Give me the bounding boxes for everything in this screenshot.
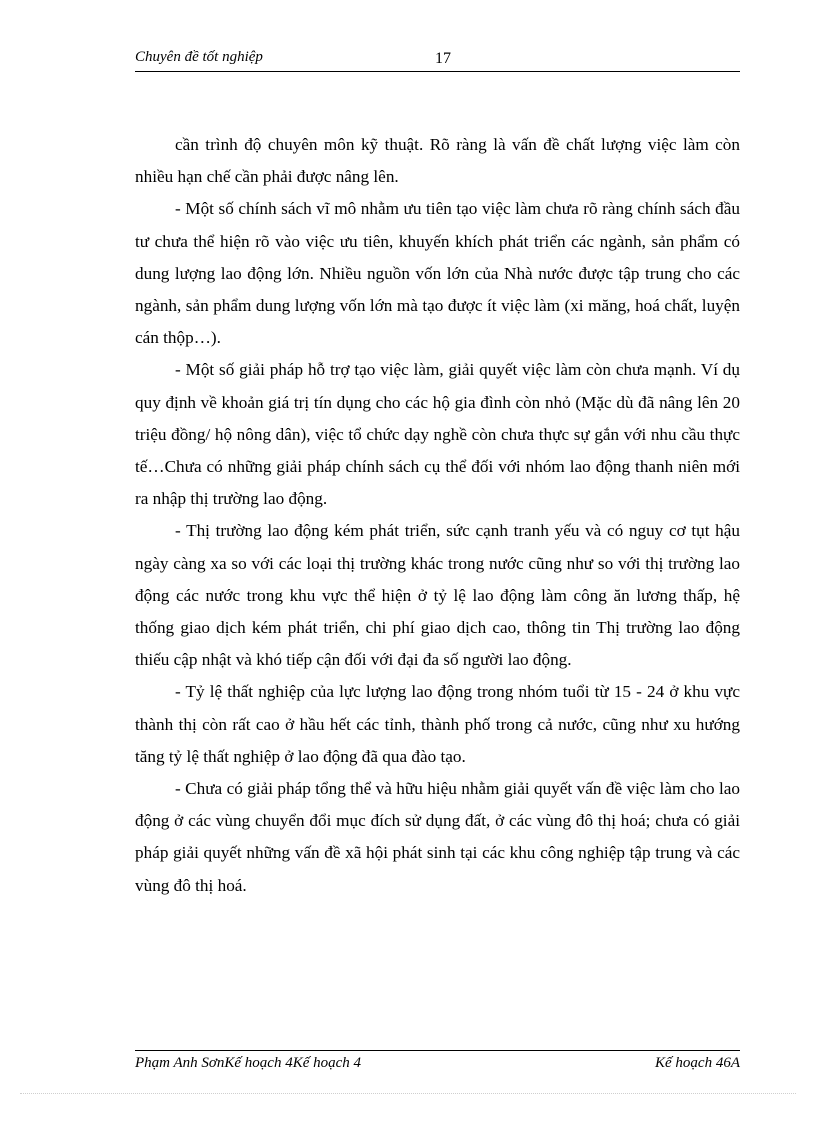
footer-author: Phạm Anh SơnKế hoạch 4Kế hoạch 4 (135, 1055, 362, 1071)
paragraph-3: - Một số giải pháp hỗ trợ tạo việc làm, giải quyết việc làm còn chưa mạnh. Ví dụ quy định về khoản giá trị tín dụng cho các hộ gia đình còn nhỏ (Mặc dù đã nâng lên 20 triệu đồng/ hộ nông dân), việc tổ chức dạy nghề còn chưa thực sự gắn với nhu cầu thực tế…Chưa có những giải pháp chính sách cụ thể đối với nhóm lao động thanh niên mới ra nhập thị trường lao động. (135, 360, 740, 509)
paragraph-4: - Thị trường lao động kém phát triển, sức cạnh tranh yếu và có nguy cơ tụt hậu ngày càng xa so với các loại thị trường khác trong nước cũng như so với thị trường lao động các nước trong khu vực thể hiện ở tỷ lệ lao động làm công ăn lương thấp, hệ thống giao dịch kém phát triển, chi phí giao dịch cao, thông tin Thị trường lao động thiếu cập nhật và khó tiếp cận đối với đại đa số người lao động. (135, 521, 740, 670)
page-bottom-divider (20, 1093, 796, 1094)
header-title: Chuyên đề tốt nghiệp (135, 49, 263, 65)
page-footer (135, 1050, 740, 1075)
paragraph-1: cần trình độ chuyên môn kỹ thuật. Rõ ràng là vấn đề chất lượng việc làm còn nhiều hạn chế cần phải được nâng lên. (135, 135, 740, 187)
paragraph-6: - Chưa có giải pháp tổng thể và hữu hiệu nhằm giải quyết vấn đề việc làm cho lao động ở các vùng chuyển đổi mục đích sử dụng đất, ở các vùng đô thị hoá; chưa có giải pháp giải quyết những vấn đề xã hội phát sinh tại các khu công nghiệp tập trung và các vùng đô thị hoá. (135, 779, 740, 895)
page-header (135, 48, 740, 72)
document-body (135, 129, 740, 902)
footer-class: Kế hoạch 46A (655, 1055, 740, 1071)
paragraph-2: - Một số chính sách vĩ mô nhằm ưu tiên tạo việc làm chưa rõ ràng chính sách đầu tư chưa thể hiện rõ vào việc ưu tiên, khuyến khích phát triển các ngành, sản phẩm có dung lượng lao động lớn. Nhiều nguồn vốn lớn của Nhà nước được tập trung cho các ngành, sản phẩm dung lượng vốn lớn mà tạo được ít việc làm (xi măng, hoá chất, luyện cán thộp…). (135, 199, 740, 348)
paragraph-5: - Tỷ lệ thất nghiệp của lực lượng lao động trong nhóm tuổi từ 15 - 24 ở khu vực thành thị còn rất cao ở hầu hết các tỉnh, thành phố trong cả nước, cũng như xu hướng tăng tỷ lệ thất nghiệp ở lao động đã qua đào tạo. (135, 682, 740, 766)
page-number: 17 (435, 50, 451, 67)
